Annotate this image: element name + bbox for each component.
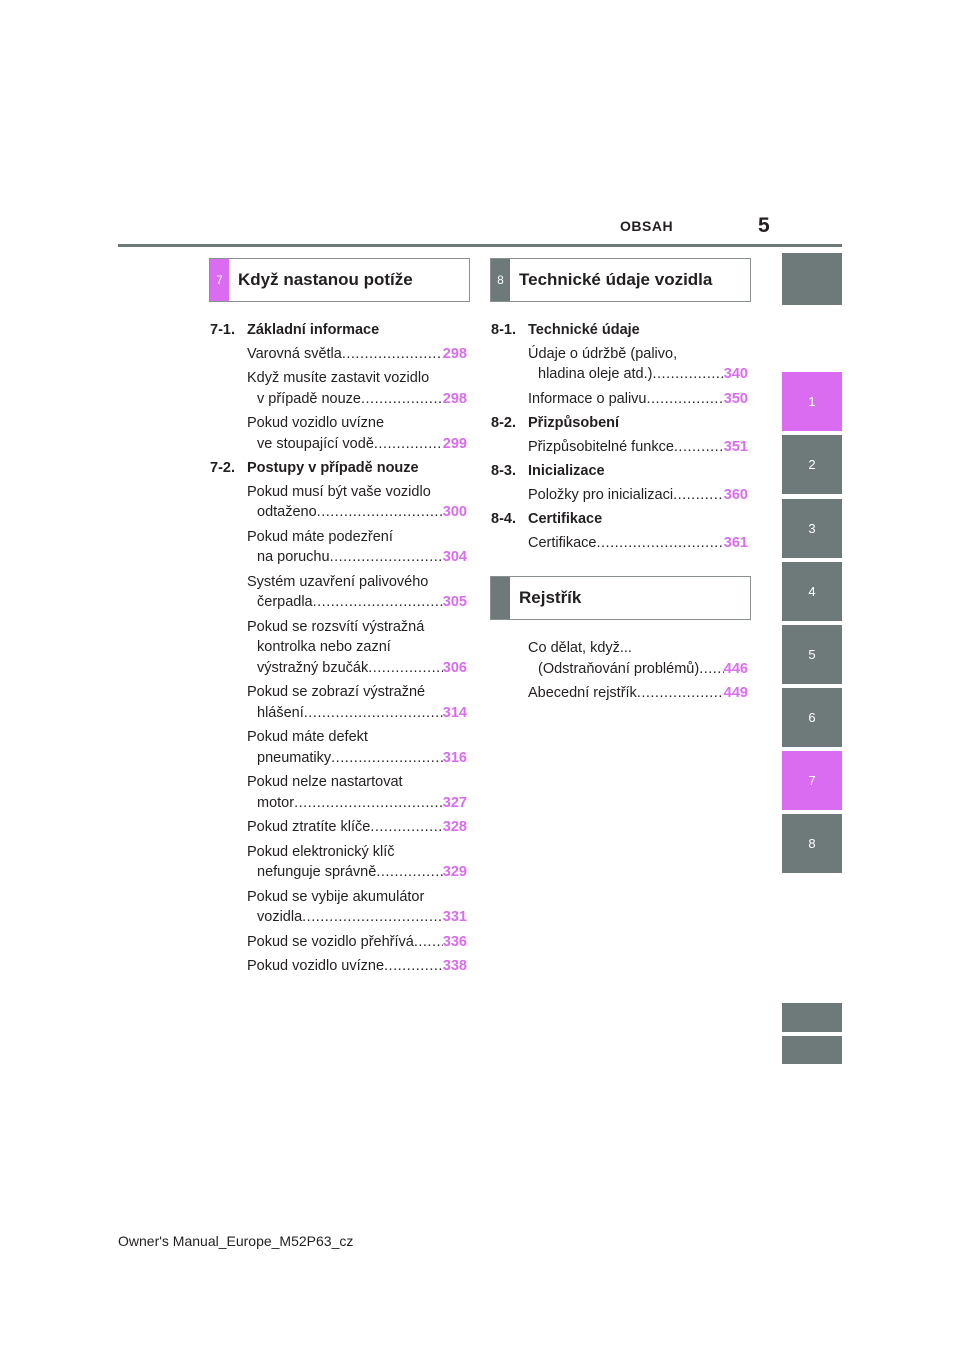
toc-section-heading[interactable]: [491, 461, 748, 482]
toc-page-link[interactable]: 300: [442, 504, 467, 520]
toc-entry[interactable]: [491, 344, 748, 385]
leader-dots: [646, 389, 723, 410]
toc-section-title: Technické údaje: [528, 322, 640, 338]
toc-entry-label: (Odstraňování problémů): [538, 660, 700, 677]
toc-entry-label: nefunguje správně: [257, 864, 377, 880]
toc-entry-label: hlášení: [257, 704, 304, 721]
toc-entry-label: Pokud vozidlo uvízne: [247, 958, 385, 974]
toc-page-link[interactable]: 299: [442, 435, 467, 452]
toc-section-title: Postupy v případě nouze: [247, 460, 419, 476]
toc-entry-label: na poruchu: [257, 549, 330, 565]
toc-page-link[interactable]: 360: [723, 486, 748, 503]
leader-dots: [368, 658, 443, 679]
leader-dots: [376, 862, 442, 883]
leader-dots: [361, 389, 443, 410]
toc-entry-label: Certifikace: [528, 534, 597, 551]
leader-dots: [384, 956, 443, 977]
toc-entry[interactable]: [210, 956, 467, 977]
leader-dots: [597, 533, 724, 554]
chapter-tab-4[interactable]: 4: [782, 562, 842, 621]
chapter-tab-8[interactable]: 8: [782, 814, 842, 873]
header-title: OBSAH: [620, 218, 674, 234]
toc-section-number: 8-4.: [491, 511, 516, 527]
toc-entry-label: vozidla: [257, 909, 303, 925]
toc-page-link[interactable]: 351: [723, 438, 748, 455]
toc-page-link[interactable]: 340: [723, 366, 748, 382]
toc-section-number: 8-2.: [491, 415, 516, 431]
leader-dots: [699, 659, 724, 680]
toc-entry-label: hladina oleje atd.): [538, 366, 653, 382]
toc-page-link[interactable]: 314: [442, 704, 467, 721]
chapter-tab-3[interactable]: 3: [782, 499, 842, 558]
leader-dots: [331, 748, 443, 769]
toc-entry[interactable]: [210, 817, 467, 838]
toc-entry-label: v případě nouze: [257, 390, 361, 407]
toc-entry-label: čerpadla: [257, 594, 313, 610]
toc-entry[interactable]: [491, 638, 748, 679]
leader-dots: [330, 547, 443, 568]
toc-entry[interactable]: [210, 572, 467, 613]
toc-entry-label: Pokud ztratíte klíče: [247, 819, 371, 835]
toc-entry-label: Co dělat, když...: [528, 640, 632, 656]
toc-entry-label: pneumatiky: [257, 749, 332, 766]
toc-entry[interactable]: [210, 887, 467, 928]
toc-entry[interactable]: [491, 389, 748, 410]
toc-entry[interactable]: [210, 682, 467, 723]
toc-entry[interactable]: [491, 683, 748, 704]
leader-dots: [414, 932, 443, 953]
toc-page-link[interactable]: 338: [442, 958, 467, 974]
toc-section-heading[interactable]: [491, 509, 748, 530]
section-tab-7: 7: [210, 259, 229, 301]
toc-page-link[interactable]: 298: [442, 345, 467, 362]
toc-entry[interactable]: [210, 932, 467, 953]
toc-entry-label: Údaje o údržbě (palivo,: [528, 345, 678, 362]
toc-section-title: Základní informace: [247, 322, 380, 338]
toc-page-link[interactable]: 306: [442, 659, 467, 676]
toc-entry[interactable]: [210, 842, 467, 883]
chapter-tab-5[interactable]: 5: [782, 625, 842, 684]
leader-dots: [304, 703, 443, 724]
leader-dots: [302, 907, 443, 928]
toc-page-link[interactable]: 446: [723, 660, 748, 677]
toc-entry-label: Informace o palivu: [528, 390, 647, 407]
chapter-tab-6[interactable]: 6: [782, 688, 842, 747]
chapter-tab-blank[interactable]: [782, 253, 842, 305]
chapter-tab-7[interactable]: 7: [782, 751, 842, 810]
section-header-7[interactable]: [209, 258, 470, 302]
leader-dots: [652, 364, 723, 385]
toc-entry-label: Pokud se vozidlo přehřívá: [247, 933, 414, 950]
toc-entry-label: Pokud elektronický klíč: [247, 843, 395, 860]
toc-entry-label: Systém uzavření palivového: [247, 573, 429, 590]
toc-section-heading[interactable]: [210, 320, 467, 341]
page-number: 5: [758, 214, 770, 237]
toc-page-link[interactable]: 328: [442, 819, 467, 835]
toc-entry[interactable]: [210, 344, 467, 365]
toc-entry-label: Položky pro inicializaci: [528, 486, 674, 503]
toc-entry[interactable]: [210, 527, 467, 568]
toc-entry[interactable]: [210, 368, 467, 409]
toc-section-heading[interactable]: [210, 458, 467, 479]
toc-entry-label: Varovná světla: [247, 345, 342, 362]
footer-text: Owner's Manual_Europe_M52P63_cz: [118, 1233, 354, 1249]
leader-dots: [673, 485, 724, 506]
toc-entry-label: Když musíte zastavit vozidlo: [247, 370, 430, 386]
leader-dots: [294, 793, 443, 814]
toc-page-link[interactable]: 361: [723, 534, 748, 551]
section-title-7: Když nastanou potíže: [238, 270, 413, 289]
toc-section-heading[interactable]: [491, 320, 748, 341]
toc-page-link[interactable]: 327: [442, 794, 467, 811]
leader-dots: [342, 344, 443, 365]
toc-page-link[interactable]: 304: [442, 549, 467, 565]
section-title-index: Rejstřík: [519, 588, 582, 607]
section-header-index[interactable]: [490, 576, 751, 620]
toc-section-title: Inicializace: [528, 463, 605, 479]
toc-page-link[interactable]: 449: [723, 685, 748, 701]
toc-entry-label: Pokud se vybije akumulátor: [247, 888, 425, 905]
section-header-8[interactable]: [490, 258, 751, 302]
toc-page-link[interactable]: 329: [442, 864, 467, 880]
toc-entry[interactable]: [210, 413, 467, 454]
leader-dots: [674, 437, 724, 458]
toc-section-number: 8-3.: [491, 463, 516, 479]
toc-page-link[interactable]: 336: [442, 933, 467, 950]
toc-entry-label: Pokud musí být vaše vozidlo: [247, 483, 431, 500]
toc-page-link[interactable]: 316: [442, 749, 467, 766]
toc-entry[interactable]: [210, 772, 467, 813]
section-tab-index: [491, 577, 510, 619]
toc-page-link[interactable]: 331: [442, 909, 467, 925]
toc-page-link[interactable]: 350: [723, 390, 748, 407]
toc-page-link[interactable]: 305: [442, 594, 467, 610]
toc-entry-label: Pokud máte podezření: [247, 528, 393, 545]
toc-entry-label: výstražný bzučák: [257, 659, 369, 676]
leader-dots: [313, 592, 443, 613]
chapter-tab-blank[interactable]: [782, 1003, 842, 1032]
header-divider: [118, 244, 842, 247]
toc-entry-label: ve stoupající vodě: [257, 435, 374, 452]
toc-section-number: 7-1.: [210, 322, 235, 338]
toc-entry-label: Abecední rejstřík: [528, 685, 637, 701]
leader-dots: [317, 502, 443, 523]
toc-entry-label: Přizpůsobitelné funkce: [528, 438, 674, 455]
toc-section-title: Přizpůsobení: [528, 415, 620, 431]
toc-section-number: 7-2.: [210, 460, 235, 476]
toc-section-title: Certifikace: [528, 511, 603, 527]
toc-entry-label: Pokud se zobrazí výstražné: [247, 684, 426, 700]
toc-entry[interactable]: [491, 485, 748, 506]
toc-entry-label: Pokud se rozsvítí výstražná: [247, 618, 425, 635]
toc-entry-label: Pokud vozidlo uvízne: [247, 415, 385, 431]
toc-entry[interactable]: [210, 482, 467, 523]
toc-section-heading[interactable]: [491, 413, 748, 434]
toc-right-column: [491, 320, 748, 557]
chapter-tab-blank[interactable]: [782, 1036, 842, 1064]
toc-entry-label: Pokud nelze nastartovat: [247, 774, 403, 790]
toc-entry[interactable]: [491, 437, 748, 458]
toc-entry[interactable]: [491, 533, 748, 554]
toc-left-column: [210, 320, 467, 981]
toc-entry-label: Pokud máte defekt: [247, 729, 368, 745]
leader-dots: [637, 683, 724, 704]
toc-entry[interactable]: [210, 727, 467, 768]
toc-page-link[interactable]: 298: [442, 390, 467, 407]
chapter-tab-1[interactable]: 1: [782, 372, 842, 431]
toc-entry-label: motor: [257, 794, 295, 811]
section-tab-8: 8: [491, 259, 510, 301]
leader-dots: [370, 817, 442, 838]
leader-dots: [374, 434, 443, 455]
toc-section-number: 8-1.: [491, 322, 516, 338]
chapter-tab-2[interactable]: 2: [782, 435, 842, 494]
toc-entry[interactable]: [210, 617, 467, 679]
toc-index-column: [491, 638, 748, 708]
toc-entry-label: odtaženo: [257, 504, 317, 520]
toc-entry-label: kontrolka nebo zazní: [257, 639, 391, 655]
section-title-8: Technické údaje vozidla: [519, 270, 713, 289]
